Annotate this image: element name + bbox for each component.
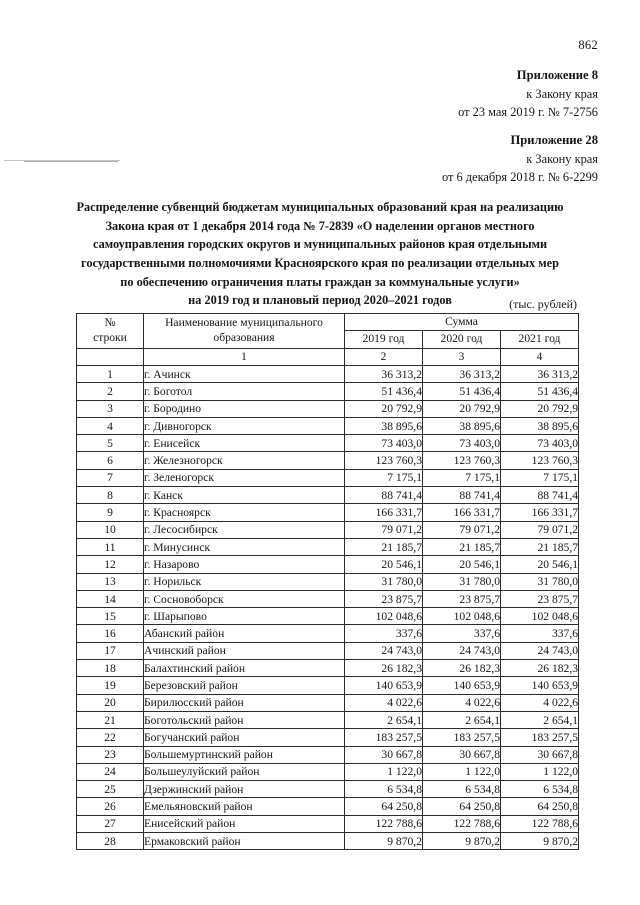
amount-2021-cell: 20 792,9	[501, 400, 579, 417]
column-header-row-number-line-1: №	[104, 316, 116, 330]
row-number-cell: 18	[77, 660, 144, 677]
table-row	[77, 694, 579, 711]
column-header-municipality-line-2: образования	[213, 331, 275, 344]
table-row	[77, 660, 579, 677]
amount-2020-cell: 9 870,2	[423, 833, 501, 850]
amount-2019-cell: 24 743,0	[345, 642, 423, 659]
page-title-line-4: государственными полномочиями Красноярского края по реализации отдельных мер	[81, 256, 559, 271]
amount-2020-cell: 26 182,3	[423, 660, 501, 677]
municipality-cell: Абанский район	[144, 625, 345, 642]
column-header-row-number-line-2: строки	[93, 331, 127, 344]
page-title-line-2: Закона края от 1 декабря 2014 года № 7-2839 «О наделении органов местного	[105, 218, 535, 233]
municipality-cell: г. Канск	[144, 487, 345, 504]
amount-2020-cell: 73 403,0	[423, 435, 501, 452]
amount-2020-cell: 51 436,4	[423, 383, 501, 400]
table-row	[77, 729, 579, 746]
amount-2019-cell: 51 436,4	[345, 383, 423, 400]
row-number-cell: 8	[77, 487, 144, 504]
row-number-cell: 7	[77, 469, 144, 486]
amount-2019-cell: 102 048,6	[345, 608, 423, 625]
municipality-cell: г. Сосновоборск	[144, 590, 345, 607]
municipality-cell: г. Минусинск	[144, 538, 345, 555]
amount-2020-cell: 337,6	[423, 625, 501, 642]
row-number-cell: 28	[77, 833, 144, 850]
table-header-row-main	[77, 314, 579, 331]
amount-2020-cell: 24 743,0	[423, 642, 501, 659]
row-number-cell: 15	[77, 608, 144, 625]
row-number-cell: 14	[77, 590, 144, 607]
amount-2020-cell: 30 667,8	[423, 746, 501, 763]
amount-2021-cell: 6 534,8	[501, 781, 579, 798]
amount-2020-cell: 79 071,2	[423, 521, 501, 538]
table-row	[77, 763, 579, 780]
amount-2021-cell: 140 653,9	[501, 677, 579, 694]
table-row	[77, 833, 579, 850]
amount-2021-cell: 337,6	[501, 625, 579, 642]
amount-2020-cell: 36 313,2	[423, 366, 501, 383]
table-row	[77, 815, 579, 832]
amount-2020-cell: 1 122,0	[423, 763, 501, 780]
amount-2021-cell: 1 122,0	[501, 763, 579, 780]
municipality-cell: г. Зеленогорск	[144, 469, 345, 486]
row-number-cell: 23	[77, 746, 144, 763]
amount-2020-cell: 31 780,0	[423, 573, 501, 590]
amount-2019-cell: 20 546,1	[345, 556, 423, 573]
row-number-cell: 24	[77, 763, 144, 780]
amount-2020-cell: 38 895,6	[423, 417, 501, 434]
column-number-4: 4	[501, 349, 579, 366]
column-number-0	[77, 349, 144, 366]
amount-2019-cell: 2 654,1	[345, 711, 423, 728]
amount-2021-cell: 88 741,4	[501, 487, 579, 504]
row-number-cell: 21	[77, 711, 144, 728]
appendix-reference-block-2	[442, 131, 598, 186]
scan-artifact-line-secondary	[24, 161, 118, 162]
municipality-cell: г. Лесосибирск	[144, 521, 345, 538]
amount-2020-cell: 21 185,7	[423, 538, 501, 555]
column-number-2: 2	[345, 349, 423, 366]
amount-2019-cell: 1 122,0	[345, 763, 423, 780]
row-number-cell: 6	[77, 452, 144, 469]
row-number-cell: 4	[77, 417, 144, 434]
appendix-date-line-1: от 23 мая 2019 г. № 7-2756	[458, 104, 598, 119]
municipality-cell: Емельяновский район	[144, 798, 345, 815]
table-row	[77, 625, 579, 642]
amount-2021-cell: 102 048,6	[501, 608, 579, 625]
amount-2021-cell: 26 182,3	[501, 660, 579, 677]
amount-2019-cell: 140 653,9	[345, 677, 423, 694]
amount-2021-cell: 79 071,2	[501, 521, 579, 538]
amount-2019-cell: 38 895,6	[345, 417, 423, 434]
amount-2021-cell: 23 875,7	[501, 590, 579, 607]
municipality-cell: г. Дивногорск	[144, 417, 345, 434]
table-row	[77, 608, 579, 625]
amount-2020-cell: 23 875,7	[423, 590, 501, 607]
amount-2021-cell: 64 250,8	[501, 798, 579, 815]
row-number-cell: 22	[77, 729, 144, 746]
municipality-cell: г. Шарыпово	[144, 608, 345, 625]
appendix-law-line-1: к Закону края	[526, 86, 598, 101]
municipality-cell: Богучанский район	[144, 729, 345, 746]
table-row	[77, 590, 579, 607]
row-number-cell: 13	[77, 573, 144, 590]
table-row	[77, 452, 579, 469]
amount-2021-cell: 73 403,0	[501, 435, 579, 452]
amount-2019-cell: 9 870,2	[345, 833, 423, 850]
page-number: 862	[578, 38, 598, 52]
municipality-cell: Енисейский район	[144, 815, 345, 832]
amount-2019-cell: 79 071,2	[345, 521, 423, 538]
units-note: (тыс. рублей)	[509, 297, 577, 311]
row-number-cell: 25	[77, 781, 144, 798]
amount-2019-cell: 183 257,5	[345, 729, 423, 746]
column-number-3: 3	[423, 349, 501, 366]
amount-2020-cell: 20 792,9	[423, 400, 501, 417]
table-row	[77, 383, 579, 400]
amount-2019-cell: 20 792,9	[345, 400, 423, 417]
amount-2021-cell: 30 667,8	[501, 746, 579, 763]
amount-2019-cell: 6 534,8	[345, 781, 423, 798]
table-row	[77, 417, 579, 434]
subvention-table	[76, 313, 579, 850]
amount-2019-cell: 23 875,7	[345, 590, 423, 607]
column-header-row-number	[77, 314, 144, 349]
appendix-title-2: Приложение 28	[510, 133, 598, 147]
amount-2019-cell: 7 175,1	[345, 469, 423, 486]
appendix-reference-block-1	[458, 66, 598, 121]
amount-2019-cell: 4 022,6	[345, 694, 423, 711]
municipality-cell: г. Норильск	[144, 573, 345, 590]
amount-2021-cell: 38 895,6	[501, 417, 579, 434]
amount-2019-cell: 21 185,7	[345, 538, 423, 555]
amount-2021-cell: 9 870,2	[501, 833, 579, 850]
appendix-date-line-2: от 6 декабря 2018 г. № 6-2299	[441, 169, 598, 184]
table-row	[77, 400, 579, 417]
municipality-cell: Ачинский район	[144, 642, 345, 659]
amount-2020-cell: 20 546,1	[423, 556, 501, 573]
appendix-law-line-2: к Закону края	[526, 151, 598, 166]
row-number-cell: 5	[77, 435, 144, 452]
column-header-sum-group: Сумма	[345, 314, 579, 331]
table-body	[77, 366, 579, 850]
column-number-1: 1	[144, 349, 345, 366]
amount-2021-cell: 7 175,1	[501, 469, 579, 486]
table-row	[77, 487, 579, 504]
appendix-title-1: Приложение 8	[516, 68, 598, 82]
amount-2019-cell: 122 788,6	[345, 815, 423, 832]
table-row	[77, 573, 579, 590]
row-number-cell: 27	[77, 815, 144, 832]
amount-2019-cell: 36 313,2	[345, 366, 423, 383]
table-column-number-row	[77, 349, 579, 366]
amount-2020-cell: 4 022,6	[423, 694, 501, 711]
table-row	[77, 781, 579, 798]
amount-2021-cell: 20 546,1	[501, 556, 579, 573]
amount-2021-cell: 4 022,6	[501, 694, 579, 711]
amount-2020-cell: 88 741,4	[423, 487, 501, 504]
amount-2021-cell: 24 743,0	[501, 642, 579, 659]
amount-2020-cell: 123 760,3	[423, 452, 501, 469]
amount-2019-cell: 73 403,0	[345, 435, 423, 452]
page-title	[56, 198, 584, 310]
column-header-municipality	[144, 314, 345, 349]
amount-2020-cell: 183 257,5	[423, 729, 501, 746]
table-row	[77, 711, 579, 728]
table-row	[77, 677, 579, 694]
row-number-cell: 1	[77, 366, 144, 383]
municipality-cell: Балахтинский район	[144, 660, 345, 677]
table-row	[77, 366, 579, 383]
amount-2019-cell: 31 780,0	[345, 573, 423, 590]
amount-2020-cell: 7 175,1	[423, 469, 501, 486]
amount-2020-cell: 64 250,8	[423, 798, 501, 815]
row-number-cell: 12	[77, 556, 144, 573]
amount-2020-cell: 102 048,6	[423, 608, 501, 625]
municipality-cell: Дзержинский район	[144, 781, 345, 798]
municipality-cell: Большеулуйский район	[144, 763, 345, 780]
municipality-cell: г. Боготол	[144, 383, 345, 400]
municipality-cell: г. Бородино	[144, 400, 345, 417]
table-row	[77, 556, 579, 573]
amount-2020-cell: 166 331,7	[423, 504, 501, 521]
amount-2021-cell: 31 780,0	[501, 573, 579, 590]
table-head	[77, 314, 579, 366]
page-title-line-1: Распределение субвенций бюджетам муниципальных образований края на реализацию	[76, 200, 564, 214]
row-number-cell: 19	[77, 677, 144, 694]
row-number-cell: 11	[77, 538, 144, 555]
row-number-cell: 3	[77, 400, 144, 417]
amount-2021-cell: 123 760,3	[501, 452, 579, 469]
municipality-cell: Березовский район	[144, 677, 345, 694]
page-title-line-6: на 2019 год и плановый период 2020–2021 годов	[188, 293, 452, 308]
amount-2021-cell: 2 654,1	[501, 711, 579, 728]
page-title-line-3: самоуправления городских округов и муниципальных районов края отдельными	[92, 237, 548, 252]
table-row	[77, 469, 579, 486]
amount-2020-cell: 140 653,9	[423, 677, 501, 694]
amount-2021-cell: 36 313,2	[501, 366, 579, 383]
amount-2021-cell: 183 257,5	[501, 729, 579, 746]
table-row	[77, 798, 579, 815]
amount-2020-cell: 122 788,6	[423, 815, 501, 832]
row-number-cell: 16	[77, 625, 144, 642]
table-row	[77, 435, 579, 452]
municipality-cell: Ермаковский район	[144, 833, 345, 850]
table-row	[77, 538, 579, 555]
amount-2019-cell: 26 182,3	[345, 660, 423, 677]
municipality-cell: Боготольский район	[144, 711, 345, 728]
row-number-cell: 9	[77, 504, 144, 521]
amount-2021-cell: 166 331,7	[501, 504, 579, 521]
amount-2020-cell: 6 534,8	[423, 781, 501, 798]
amount-2019-cell: 64 250,8	[345, 798, 423, 815]
municipality-cell: г. Красноярск	[144, 504, 345, 521]
column-header-municipality-line-1: Наименование муниципального	[165, 316, 323, 330]
municipality-cell: Большемуртинский район	[144, 746, 345, 763]
subvention-table-container	[76, 313, 578, 850]
municipality-cell: г. Ачинск	[144, 366, 345, 383]
amount-2019-cell: 337,6	[345, 625, 423, 642]
amount-2020-cell: 2 654,1	[423, 711, 501, 728]
municipality-cell: г. Назарово	[144, 556, 345, 573]
row-number-cell: 26	[77, 798, 144, 815]
amount-2019-cell: 166 331,7	[345, 504, 423, 521]
amount-2019-cell: 88 741,4	[345, 487, 423, 504]
table-row	[77, 504, 579, 521]
municipality-cell: г. Железногорск	[144, 452, 345, 469]
table-row	[77, 642, 579, 659]
table-row	[77, 746, 579, 763]
row-number-cell: 20	[77, 694, 144, 711]
column-header-year-2019: 2019 год	[345, 331, 423, 349]
amount-2021-cell: 51 436,4	[501, 383, 579, 400]
column-header-year-2021: 2021 год	[501, 331, 579, 349]
amount-2021-cell: 21 185,7	[501, 538, 579, 555]
column-header-year-2020: 2020 год	[423, 331, 501, 349]
amount-2019-cell: 30 667,8	[345, 746, 423, 763]
row-number-cell: 2	[77, 383, 144, 400]
amount-2019-cell: 123 760,3	[345, 452, 423, 469]
row-number-cell: 10	[77, 521, 144, 538]
municipality-cell: г. Енисейск	[144, 435, 345, 452]
amount-2021-cell: 122 788,6	[501, 815, 579, 832]
municipality-cell: Бирилюсский район	[144, 694, 345, 711]
table-row	[77, 521, 579, 538]
page-title-line-5: по обеспечению ограничения платы граждан за коммунальные услуги»	[120, 274, 520, 289]
row-number-cell: 17	[77, 642, 144, 659]
